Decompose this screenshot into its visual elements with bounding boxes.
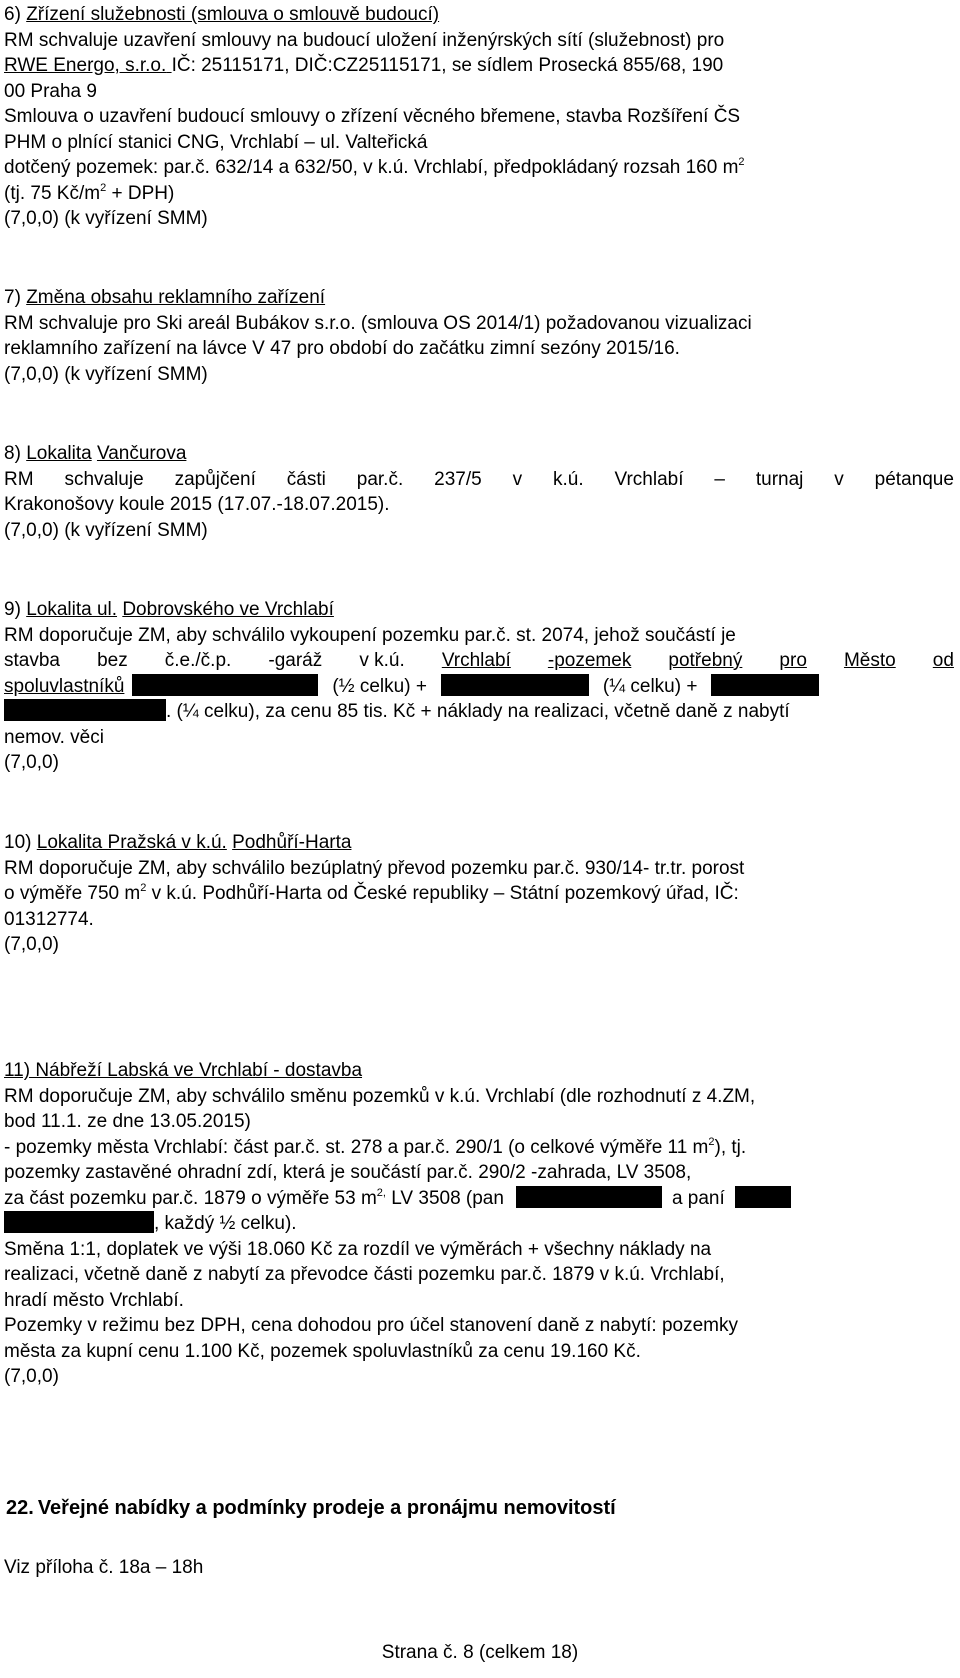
- section-9-title-a: Lokalita ul.: [26, 599, 118, 620]
- text-line: hradí město Vrchlabí.: [4, 1289, 184, 1311]
- justified-line: RM schvaluje zapůjčení části par.č. 237/5 v k.ú. Vrchlabí – turnaj v pétanque: [4, 468, 954, 490]
- redaction-block: [516, 1186, 662, 1208]
- section-22-title: Veřejné nabídky a podmínky prodeje a pronájmu nemovitostí: [37, 1497, 616, 1519]
- redaction-block: [711, 674, 819, 696]
- page-footer: Strana č. 8 (celkem 18): [381, 1642, 579, 1663]
- section-6: [4, 2, 954, 232]
- section-8: [4, 441, 954, 543]
- section-8-title-b: Vančurova: [96, 443, 187, 464]
- text-line: - pozemky města Vrchlabí: část par.č. st. 278 a par.č. 290/1 (o celkové výměře 11 $m^2$), tj.: [4, 1135, 747, 1158]
- redaction-block: [132, 674, 318, 696]
- company-name: RWE Energo, s.r.o.: [4, 55, 167, 76]
- redaction-block: [4, 1211, 154, 1233]
- text-line: dotčený pozemek: par.č. 632/14 a 632/50, v k.ú. Vrchlabí, předpokládaný rozsah 160 $m^2$: [4, 156, 745, 178]
- section-7: [4, 285, 954, 387]
- redaction-block: [441, 674, 589, 696]
- text-line: reklamního zařízení na lávce V 47 pro období do začátku zimní sezóny 2015/16.: [4, 338, 680, 359]
- vote-result: (7,0,0) (k vyřízení SMM): [4, 363, 208, 385]
- section-10-title-b: Podhůří-Harta: [232, 832, 352, 853]
- vote-result: (7,0,0) (k vyřízení SMM): [4, 519, 208, 541]
- section-9-title-b: Dobrovského ve Vrchlabí: [122, 599, 334, 620]
- section-11: [4, 1058, 954, 1390]
- text-line: RM doporučuje ZM, aby schválilo vykoupení pozemku par.č. st. 2074, jehož součástí je: [4, 624, 736, 646]
- text-line: realizaci, včetně daně z nabytí za převodce části pozemku par.č. 1879 v k.ú. Vrchlabí,: [4, 1264, 725, 1285]
- section-7-title: Změna obsahu reklamního zařízení: [26, 287, 326, 308]
- section-10-title-a: Lokalita Pražská v k.ú.: [36, 832, 227, 853]
- text-line: RM schvaluje uzavření smlouvy na budoucí uložení inženýrských sítí (služebnost) pro: [4, 29, 725, 51]
- section-8-heading: 8) Lokalita Vančurova: [4, 443, 187, 464]
- vote-result: (7,0,0): [4, 934, 59, 955]
- text-line: RM schvaluje pro Ski areál Bubákov s.r.o. (smlouva OS 2014/1) požadovanou vizualizaci: [4, 312, 752, 334]
- text-line: 01312774.: [4, 908, 94, 930]
- vote-result: (7,0,0) (k vyřízení SMM): [4, 208, 208, 229]
- text-line: Směna 1:1, doplatek ve výši 18.060 Kč za rozdíl ve výměrách + všechny náklady na: [4, 1238, 712, 1260]
- text-line: spoluvlastníků (½ celku) + (¼ celku) +: [4, 674, 954, 700]
- section-22-heading: 22. Veřejné nabídky a podmínky prodeje a pronájmu nemovitostí: [6, 1497, 616, 1519]
- text-line: RM doporučuje ZM, aby schválilo směnu pozemků v k.ú. Vrchlabí (dle rozhodnutí z 4.ZM,: [4, 1085, 756, 1107]
- text-line: 00 Praha 9: [4, 80, 97, 102]
- text-line: . (¼ celku), za cenu 85 tis. Kč + náklady na realizaci, včetně daně z nabytí: [4, 699, 954, 725]
- text-line: RM doporučuje ZM, aby schválilo bezúplatný převod pozemku par.č. 930/14- tr.tr. porost: [4, 857, 745, 879]
- text-line: města za kupní cenu 1.100 Kč, pozemek spoluvlastníků za cenu 19.160 Kč.: [4, 1340, 641, 1362]
- text-line: pozemky zastavěné ohradní zdí, která je součástí par.č. 290/2 -zahrada, LV 3508,: [4, 1162, 692, 1183]
- section-11-title: 11) Nábřeží Labská ve Vrchlabí - dostavba: [4, 1060, 363, 1081]
- text-line: nemov. věci: [4, 726, 104, 748]
- text-line: , každý ½ celku).: [4, 1211, 954, 1237]
- justified-line: stavba bez č.e./č.p. -garáž v k.ú. Vrchlabí -pozemek potřebný pro Město od: [4, 650, 954, 671]
- section-8-title-a: Lokalita: [26, 443, 92, 464]
- section-10: [4, 830, 954, 958]
- section-9: [4, 597, 954, 776]
- section-7-heading: 7) Změna obsahu reklamního zařízení: [4, 287, 326, 308]
- text-line: Pozemky v režimu bez DPH, cena dohodou pro účel stanovení daně z nabytí: pozemky: [4, 1315, 739, 1336]
- section-6-heading: 6) Zřízení služebnosti (smlouva o smlouvě budoucí): [4, 4, 440, 25]
- text-line: bod 11.1. ze dne 13.05.2015): [4, 1111, 251, 1132]
- section-6-title: Zřízení služebnosti (smlouva o smlouvě budoucí): [26, 4, 440, 25]
- redaction-block: [4, 699, 166, 721]
- text-line: za část pozemku par.č. 1879 o výměře 53 $m^{2,}$ LV 3508 (pan a paní: [4, 1186, 954, 1212]
- redaction-block: [735, 1186, 791, 1208]
- text-line: Krakonošovy koule 2015 (17.07.-18.07.2015).: [4, 494, 390, 515]
- attachment-reference: Viz příloha č. 18a – 18h: [4, 1557, 204, 1578]
- vote-result: (7,0,0): [4, 752, 59, 773]
- text-line: Smlouva o uzavření budoucí smlouvy o zřízení věcného břemene, stavba Rozšíření ČS: [4, 106, 741, 127]
- section-10-heading: 10) Lokalita Pražská v k.ú. Podhůří-Harta: [4, 832, 352, 853]
- text-line: PHM o plnící stanici CNG, Vrchlabí – ul. Valteřická: [4, 131, 428, 153]
- section-9-heading: 9) Lokalita ul. Dobrovského ve Vrchlabí: [4, 599, 334, 620]
- text-line: (tj. 75 $Kč/m^2 + DPH$): [4, 181, 175, 204]
- text-line: o výměře 750 $m^2$ v k.ú. Podhůří-Harta od České republiky – Státní pozemkový úřad, IČ:: [4, 882, 739, 904]
- text-line: RWE Energo, s.r.o. IČ: 25115171, DIČ:CZ25115171, se sídlem Prosecká 855/68, 190: [4, 55, 724, 76]
- vote-result: (7,0,0): [4, 1366, 59, 1387]
